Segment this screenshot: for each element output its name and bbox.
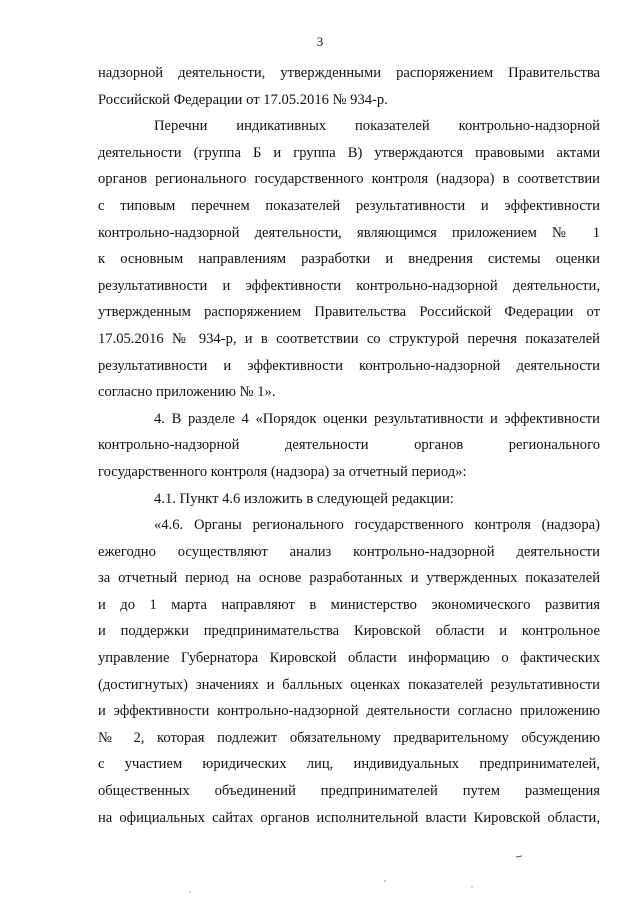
text-line: результативности и эффективности контрольно-надзорной деятельности — [98, 357, 600, 374]
text-line: 17.05.2016 № 934-р, и в соответствии со структурой перечня показателей — [98, 330, 600, 347]
text-line: (достигнутых) значениях и балльных оценках показателей результативности — [98, 676, 600, 693]
scan-speck — [384, 880, 386, 882]
text-line: и поддержки предпринимательства Кировской области и контрольное — [98, 623, 600, 640]
document-body — [98, 60, 600, 831]
text-line: за отчетный период на основе разработанных и утвержденных показателей — [98, 570, 600, 587]
text-line: утвержденным распоряжением Правительства Российской Федерации от — [98, 304, 600, 321]
text-line: с типовым перечнем показателей результативности и эффективности — [98, 197, 600, 214]
text-line: контрольно-надзорной деятельности, являющимся приложением № 1 — [98, 224, 600, 241]
text-line: результативности и эффективности контрольно-надзорной деятельности, — [98, 277, 600, 294]
page-number: 3 — [316, 34, 324, 49]
text-line: надзорной деятельности, утвержденными распоряжением Правительства — [98, 65, 600, 81]
text-line: общественных объединений предпринимателей путем размещения — [98, 783, 600, 800]
text-line: государственного контроля (надзора) за отчетный период»: — [98, 463, 467, 480]
scan-speck — [516, 856, 522, 857]
text-line: согласно приложению № 1». — [98, 384, 276, 401]
text-line: контрольно-надзорной деятельности органов регионального — [98, 437, 600, 454]
text-line: № 2, которая подлежит обязательному предварительному обсуждению — [98, 729, 600, 746]
text-line: и до 1 марта направляют в министерство экономического развития — [98, 596, 600, 613]
text-line: Российской Федерации от 17.05.2016 № 934-р. — [98, 91, 388, 108]
text-line: 4. В разделе 4 «Порядок оценки результативности и эффективности — [154, 410, 600, 427]
text-line: управление Губернатора Кировской области информацию о фактических — [98, 650, 600, 667]
text-line: и эффективности контрольно-надзорной деятельности согласно приложению — [98, 703, 600, 720]
text-line: на официальных сайтах органов исполнительной власти Кировской области, — [98, 809, 600, 826]
text-line: с участием юридических лиц, индивидуальных предпринимателей, — [98, 756, 600, 773]
text-line: деятельности (группа Б и группа В) утверждаются правовыми актами — [98, 144, 600, 161]
text-line: ежегодно осуществляют анализ контрольно-надзорной деятельности — [98, 543, 600, 560]
text-line: к основным направлениям разработки и внедрения системы оценки — [98, 251, 600, 268]
text-line: органов регионального государственного контроля (надзора) в соответствии — [98, 171, 600, 188]
scan-speck — [189, 891, 190, 892]
scan-speck — [471, 886, 472, 887]
text-line: 4.1. Пункт 4.6 изложить в следующей редакции: — [154, 490, 454, 507]
text-line: «4.6. Органы регионального государственного контроля (надзора) — [154, 517, 600, 534]
text-line: Перечни индикативных показателей контрольно-надзорной — [154, 118, 600, 135]
